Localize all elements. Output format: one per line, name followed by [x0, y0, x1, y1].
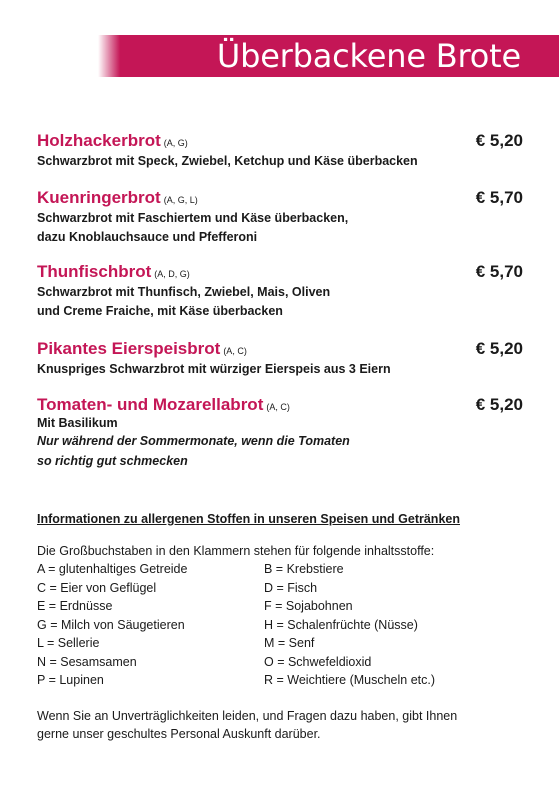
item-name: Holzhackerbrot: [37, 131, 161, 150]
menu-item-pikantes-eierspeisbrot: [37, 338, 523, 379]
footer-line: Wenn Sie an Unverträglichkeiten leiden, und Fragen dazu haben, gibt Ihnen: [37, 708, 458, 723]
item-description: Schwarzbrot mit Speck, Zwiebel, Ketchup und Käse überbacken: [37, 154, 418, 168]
item-description: dazu Knoblauchsauce und Pfefferoni: [37, 230, 258, 244]
menu-item-kuenringerbrot: [37, 187, 523, 247]
item-name: Tomaten- und Mozarellabrot: [37, 395, 264, 414]
allergen-info-heading: Informationen zu allergenen Stoffen in unseren Speisen und Getränken: [37, 512, 460, 526]
menu-items: [37, 130, 523, 471]
allergen-info: [37, 510, 527, 744]
allergen-info-footer: [37, 707, 527, 744]
item-description: Schwarzbrot mit Faschiertem und Käse überbacken,: [37, 211, 349, 225]
allergen-entry: E = Erdnüsse: [37, 599, 113, 613]
item-description: Schwarzbrot mit Thunfisch, Zwiebel, Mais, Oliven: [37, 285, 331, 299]
item-price: € 5,20: [475, 339, 523, 358]
item-price: € 5,20: [475, 131, 523, 150]
menu-item-tomaten-mozarellabrot: [37, 394, 523, 471]
allergen-entry: B = Krebstiere: [264, 562, 344, 576]
item-note: so richtig gut schmecken: [37, 454, 188, 468]
item-allergens: (A, C): [223, 346, 247, 356]
allergen-entry: C = Eier von Geflügel: [37, 580, 157, 595]
item-name: Pikantes Eierspeisbrot: [37, 339, 221, 358]
allergen-entry: A = glutenhaltiges Getreide: [37, 562, 188, 576]
item-allergens: (A, D, G): [154, 269, 190, 279]
allergen-list: [37, 560, 527, 690]
allergen-entry: L = Sellerie: [37, 636, 100, 650]
item-name: Thunfischbrot: [37, 262, 152, 281]
item-price: € 5,20: [475, 395, 523, 414]
item-description: und Creme Fraiche, mit Käse überbacken: [37, 304, 283, 318]
item-allergens: (A, G): [163, 138, 188, 148]
footer-line: gerne unser geschultes Personal Auskunft darüber.: [37, 727, 321, 741]
allergen-entry: R = Weichtiere (Muscheln etc.): [264, 673, 436, 687]
allergen-entry: G = Milch von Säugetieren: [37, 617, 185, 632]
page-title: Überbackene Brote: [216, 37, 521, 75]
item-price: € 5,70: [475, 262, 523, 281]
item-note: Nur während der Sommermonate, wenn die Tomaten: [37, 434, 350, 448]
allergen-entry: D = Fisch: [264, 580, 318, 595]
menu-item-holzhackerbrot: [37, 130, 523, 171]
allergen-entry: O = Schwefeldioxid: [264, 654, 372, 669]
item-allergens: (A, G, L): [163, 195, 198, 205]
allergen-entry: F = Sojabohnen: [264, 599, 353, 613]
item-allergens: (A, C): [266, 402, 290, 412]
allergen-entry: H = Schalenfrüchte (Nüsse): [264, 617, 418, 632]
item-name: Kuenringerbrot: [37, 188, 161, 207]
item-description: Mit Basilikum: [37, 416, 118, 430]
allergen-entry: M = Senf: [264, 636, 315, 650]
item-description: Knuspriges Schwarzbrot mit würziger Eierspeis aus 3 Eiern: [37, 362, 391, 376]
allergen-entry: N = Sesamsamen: [37, 654, 137, 669]
item-price: € 5,70: [475, 188, 523, 207]
allergen-info-intro: Die Großbuchstaben in den Klammern stehen für folgende inhaltsstoffe:: [37, 543, 435, 558]
title-banner: [98, 35, 559, 77]
menu-item-thunfischbrot: [37, 261, 523, 321]
allergen-entry: P = Lupinen: [37, 673, 104, 687]
